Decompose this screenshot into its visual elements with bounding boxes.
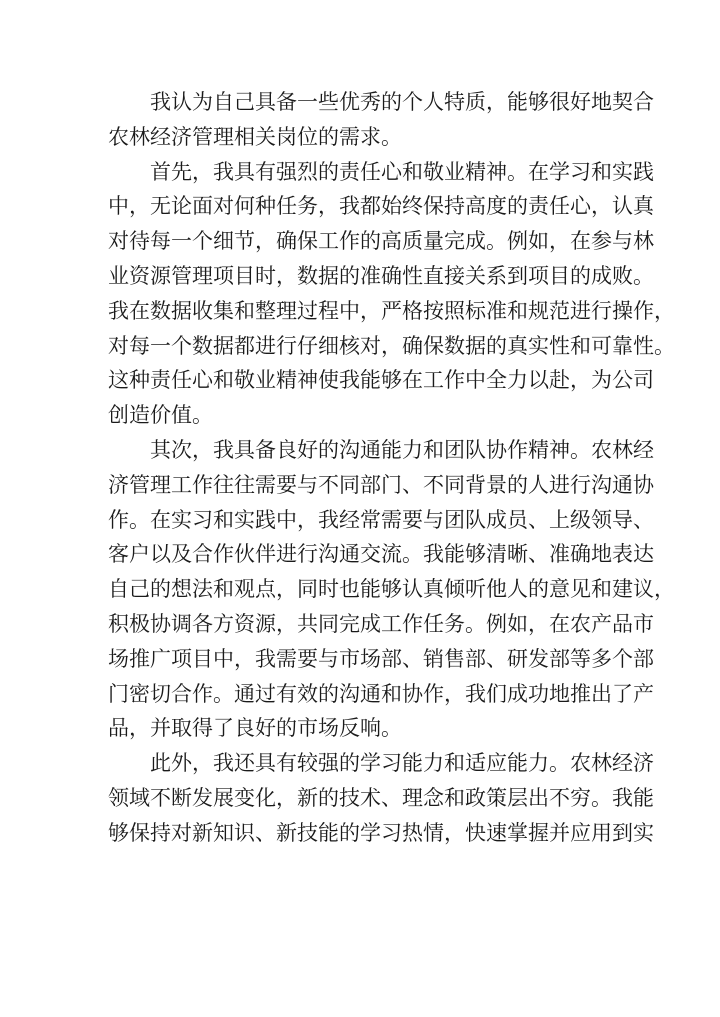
paragraph-1 — [108, 85, 654, 155]
text-line: 够保持对新知识、新技能的学习热情，快速掌握并应用到实 — [108, 820, 654, 845]
paragraph-3 — [108, 433, 675, 746]
text-line: 济管理工作往往需要与不同部门、不同背景的人进行沟通协 — [108, 472, 654, 497]
paragraph-4 — [108, 746, 654, 850]
document-body — [108, 85, 675, 851]
text-line: 品，并取得了良好的市场反响。 — [108, 716, 402, 741]
paragraph-2 — [108, 155, 675, 433]
text-line: 这种责任心和敬业精神使我能够在工作中全力以赴，为公司 — [108, 368, 654, 393]
text-line: 其次，我具备良好的沟通能力和团队协作精神。农林经 — [150, 437, 654, 462]
text-line: 我认为自己具备一些优秀的个人特质，能够很好地契合 — [150, 90, 654, 114]
text-line: 自己的想法和观点，同时也能够认真倾听他人的意见和建议， — [108, 577, 675, 602]
text-line: 我在数据收集和整理过程中，严格按照标准和规范进行操作， — [108, 298, 675, 323]
text-line: 领域不断发展变化，新的技术、理念和政策层出不穷。我能 — [108, 785, 654, 810]
text-line: 此外，我还具有较强的学习能力和适应能力。农林经济 — [150, 751, 654, 776]
text-line: 对每一个数据都进行仔细核对，确保数据的真实性和可靠性。 — [108, 333, 675, 358]
text-line: 对待每一个细节，确保工作的高质量完成。例如，在参与林 — [108, 229, 654, 254]
text-line: 中，无论面对何种任务，我都始终保持高度的责任心，认真 — [108, 194, 654, 219]
text-line: 农林经济管理相关岗位的需求。 — [108, 124, 402, 149]
text-line: 场推广项目中，我需要与市场部、销售部、研发部等多个部 — [108, 646, 654, 671]
text-line: 首先，我具有强烈的责任心和敬业精神。在学习和实践 — [150, 159, 654, 184]
text-line: 创造价值。 — [108, 403, 213, 428]
text-line: 积极协调各方资源，共同完成工作任务。例如，在农产品市 — [108, 611, 654, 636]
text-line: 业资源管理项目时，数据的准确性直接关系到项目的成败。 — [108, 263, 654, 288]
text-line: 作。在实习和实践中，我经常需要与团队成员、上级领导、 — [108, 507, 654, 532]
text-line: 门密切合作。通过有效的沟通和协作，我们成功地推出了产 — [108, 681, 654, 706]
text-line: 客户以及合作伙伴进行沟通交流。我能够清晰、准确地表达 — [108, 542, 654, 567]
